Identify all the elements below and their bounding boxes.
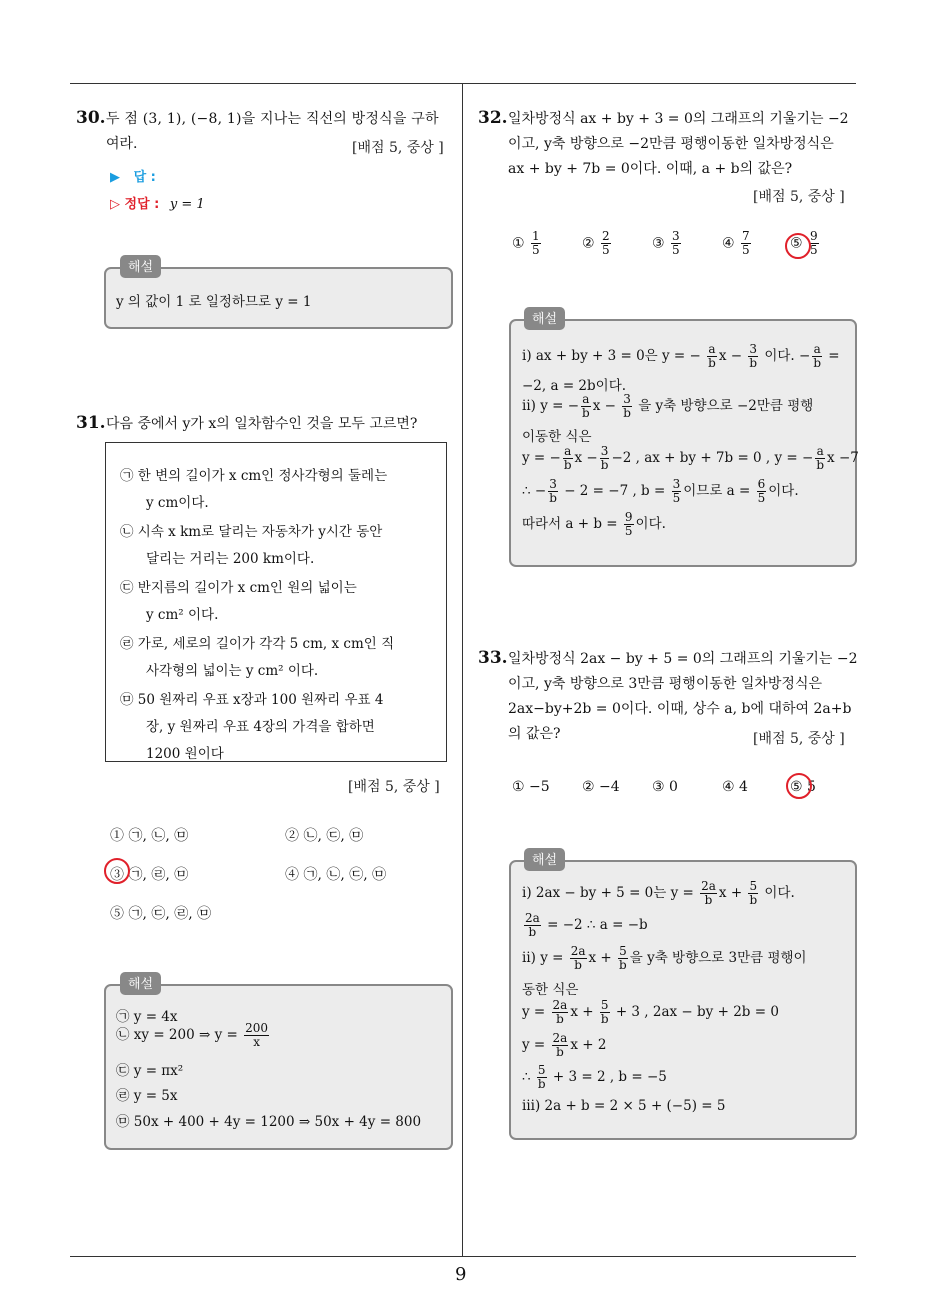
option-5[interactable]: ⑤ 5 bbox=[790, 779, 816, 795]
question-text-line2: 여라. bbox=[106, 136, 138, 152]
condition-item-1 bbox=[120, 463, 387, 517]
play-outline-icon: ▷ bbox=[110, 197, 120, 212]
fraction bbox=[244, 1022, 269, 1049]
item-line: 달리는 거리는 200 km이다. bbox=[146, 551, 315, 567]
denominator: 5 bbox=[602, 243, 610, 257]
fraction bbox=[581, 393, 591, 420]
question-meta: [배점 5, 중상 ] bbox=[348, 779, 440, 795]
denominator: b bbox=[537, 1077, 546, 1091]
solution-line bbox=[522, 945, 807, 972]
numerator: 5 bbox=[619, 944, 627, 958]
item-line: 시속 x km로 달리는 자동차가 y시간 동안 bbox=[137, 524, 383, 540]
solution-text: y = − bbox=[522, 450, 561, 466]
solution-line bbox=[116, 1022, 271, 1049]
option-2[interactable]: ② ㉡, ㉢, ㉤ bbox=[285, 828, 364, 844]
numerator: a bbox=[708, 342, 716, 356]
solution-text: 이다. − bbox=[764, 348, 811, 364]
answer-label: 답 : bbox=[133, 170, 156, 185]
solution-line bbox=[522, 343, 840, 370]
denominator: 5 bbox=[672, 243, 680, 257]
item-line: 장, y 원짜리 우표 4장의 가격을 합하면 bbox=[146, 719, 375, 735]
top-rule bbox=[70, 83, 856, 84]
selected-answer-marker bbox=[104, 858, 130, 884]
page-number: 9 bbox=[455, 1264, 467, 1285]
fraction bbox=[552, 999, 569, 1026]
question-meta: [배점 5, 중상 ] bbox=[352, 140, 444, 156]
solution-text: x −7 bbox=[827, 450, 859, 466]
question-text-line2: 이고, y축 방향으로 3만큼 평행이동한 일차방정식은 bbox=[508, 676, 822, 692]
numerator: 2 bbox=[602, 229, 610, 243]
option-mark: ⑤ bbox=[790, 235, 803, 252]
solution-text: + 3 = 2 , b = −5 bbox=[552, 1069, 667, 1085]
numerator: a bbox=[813, 342, 821, 356]
question-number: 31. bbox=[76, 413, 106, 433]
solution-text: x + bbox=[588, 950, 612, 966]
solution-tag: 해설 bbox=[120, 972, 161, 995]
solution-text: 따라서 a + b = bbox=[522, 516, 618, 532]
condition-item-3 bbox=[120, 575, 357, 629]
question-number: 32. bbox=[478, 108, 508, 128]
numerator: 1 bbox=[532, 229, 540, 243]
solution-text: x + 2 bbox=[570, 1037, 607, 1053]
fraction bbox=[618, 945, 628, 972]
solution-text: ⅰ) 2ax − by + 5 = 0는 y = bbox=[522, 885, 694, 901]
option-3[interactable] bbox=[652, 230, 683, 257]
solution-text: 이다. bbox=[764, 885, 795, 901]
denominator: b bbox=[528, 925, 537, 939]
numerator: 6 bbox=[757, 477, 766, 491]
numerator: a bbox=[582, 392, 590, 406]
solution-text: ⅱ) y = − bbox=[522, 398, 580, 414]
option-mark: ③ bbox=[652, 235, 665, 252]
item-mark: ㉣ bbox=[120, 636, 134, 652]
numerator: a bbox=[816, 444, 824, 458]
item-line: y cm이다. bbox=[146, 495, 209, 511]
denominator: 5 bbox=[532, 243, 540, 257]
denominator: b bbox=[816, 458, 825, 472]
solution-text: 이므로 a = bbox=[683, 483, 751, 499]
solution-line: ㉠ y = 4x bbox=[116, 1009, 178, 1025]
selected-answer-marker bbox=[786, 773, 812, 799]
solution-tag: 해설 bbox=[524, 307, 565, 330]
solution-text: = −2 ∴ a = −b bbox=[547, 917, 648, 933]
item-line: 50 원짜리 우표 x장과 100 원짜리 우표 4 bbox=[137, 692, 384, 708]
numerator: a bbox=[564, 444, 572, 458]
fraction bbox=[741, 230, 751, 257]
numerator: 7 bbox=[742, 229, 750, 243]
solution-line bbox=[522, 445, 859, 472]
solution-text: y 의 값이 1 로 일정하므로 y = 1 bbox=[116, 294, 312, 310]
denominator: 5 bbox=[810, 243, 818, 257]
fraction bbox=[600, 999, 610, 1026]
correct-label: 정답 : bbox=[124, 197, 160, 212]
item-mark: ㉠ bbox=[120, 468, 134, 484]
item-mark: ㉤ bbox=[120, 692, 134, 708]
denominator: b bbox=[556, 1012, 564, 1026]
fraction bbox=[748, 880, 758, 907]
denominator: b bbox=[749, 893, 758, 907]
denominator: b bbox=[574, 958, 582, 972]
option-5[interactable]: ⑤ ㉠, ㉢, ㉣, ㉤ bbox=[110, 906, 212, 922]
solution-line bbox=[522, 912, 648, 939]
solution-text: 이다. bbox=[635, 516, 666, 532]
option-4[interactable]: ④ ㉠, ㉡, ㉢, ㉤ bbox=[285, 867, 387, 883]
option-mark: ④ bbox=[722, 235, 735, 252]
solution-text: x − bbox=[574, 450, 598, 466]
solution-text: + 3 , 2ax − by + 2b = 0 bbox=[615, 1004, 779, 1020]
question-text-line1: 일차방정식 2ax − by + 5 = 0의 그래프의 기울기는 −2 bbox=[508, 651, 858, 667]
option-3[interactable]: ③ 0 bbox=[652, 779, 678, 795]
denominator: 5 bbox=[672, 491, 681, 505]
correct-value: y = 1 bbox=[169, 197, 205, 212]
fraction bbox=[748, 343, 758, 370]
denominator: b bbox=[623, 406, 631, 420]
solution-line bbox=[522, 393, 813, 420]
numerator: 9 bbox=[810, 229, 818, 243]
denominator: b bbox=[563, 458, 572, 472]
condition-item-2 bbox=[120, 519, 382, 573]
solution-text: x + bbox=[718, 885, 743, 901]
fraction bbox=[563, 445, 573, 472]
denominator: x bbox=[253, 1035, 260, 1049]
option-2[interactable]: ② −4 bbox=[582, 779, 620, 795]
numerator: 5 bbox=[537, 1063, 546, 1077]
item-line: 가로, 세로의 길이가 각각 5 cm, x cm인 직 bbox=[137, 636, 395, 652]
fraction bbox=[601, 230, 611, 257]
denominator: 5 bbox=[624, 524, 633, 538]
denominator: b bbox=[582, 406, 590, 420]
fraction bbox=[531, 230, 541, 257]
numerator: 3 bbox=[600, 444, 609, 458]
solution-tag: 해설 bbox=[120, 255, 161, 278]
denominator: 5 bbox=[757, 491, 766, 505]
numerator: 2a bbox=[701, 879, 716, 893]
fraction bbox=[600, 445, 610, 472]
solution-text: 을 y축 방향으로 −2만큼 평행 bbox=[638, 398, 814, 414]
denominator: b bbox=[749, 356, 758, 370]
option-4[interactable]: ④ 4 bbox=[722, 779, 748, 795]
column-divider bbox=[462, 84, 463, 1256]
solution-line bbox=[522, 999, 779, 1026]
numerator: 2a bbox=[570, 944, 586, 958]
fraction bbox=[671, 230, 681, 257]
solution-text: ∴ bbox=[522, 1069, 531, 1085]
fraction bbox=[700, 880, 717, 907]
option-mark: ① bbox=[512, 235, 525, 252]
numerator: 3 bbox=[672, 477, 681, 491]
solution-text: 을 y축 방향으로 3만큼 평행이 bbox=[629, 950, 807, 966]
option-2[interactable] bbox=[582, 230, 613, 257]
denominator: b bbox=[619, 958, 627, 972]
fraction bbox=[548, 478, 558, 505]
fraction bbox=[815, 445, 825, 472]
fraction bbox=[570, 945, 587, 972]
selected-answer-marker bbox=[785, 233, 811, 259]
numerator: 3 bbox=[672, 229, 680, 243]
solution-text: ⅰ) ax + by + 3 = 0은 y = − bbox=[522, 348, 701, 364]
solution-line: −2, a = 2b이다. bbox=[522, 378, 627, 394]
play-icon: ▶ bbox=[110, 170, 120, 185]
fraction bbox=[624, 511, 634, 538]
question-text-line1: 일차방정식 ax + by + 3 = 0의 그래프의 기울기는 −2 bbox=[508, 111, 849, 127]
solution-line: 동한 식은 bbox=[522, 982, 579, 998]
option-1[interactable]: ① −5 bbox=[512, 779, 550, 795]
solution-line bbox=[522, 478, 799, 505]
question-text-line3: 2ax−by+2b = 0이다. 이때, 상수 a, b에 대하여 2a+b bbox=[508, 701, 852, 717]
solution-text: 이다. bbox=[768, 483, 799, 499]
solution-line: ㉣ y = 5x bbox=[116, 1088, 178, 1104]
numerator: 5 bbox=[600, 998, 609, 1012]
fraction bbox=[812, 343, 822, 370]
numerator: 2a bbox=[525, 911, 540, 925]
item-line: 1200 원이다 bbox=[146, 746, 224, 762]
solution-text: − 2 = −7 , b = bbox=[564, 483, 666, 499]
fraction bbox=[707, 343, 717, 370]
option-mark: ② bbox=[582, 235, 595, 252]
solution-text: ⅱ) y = bbox=[522, 950, 564, 966]
bottom-rule bbox=[70, 1256, 856, 1257]
solution-line bbox=[522, 880, 795, 907]
question-text-line3: ax + by + 7b = 0이다. 이때, a + b의 값은? bbox=[508, 161, 793, 177]
numerator: 3 bbox=[749, 342, 757, 356]
solution-text: x + bbox=[570, 1004, 594, 1020]
solution-line: 이동한 식은 bbox=[522, 429, 592, 445]
denominator: b bbox=[600, 458, 609, 472]
question-text: 다음 중에서 y가 x의 일차함수인 것을 모두 고르면? bbox=[106, 416, 418, 432]
condition-item-5 bbox=[120, 687, 383, 768]
item-line: y cm² 이다. bbox=[146, 607, 219, 623]
denominator: b bbox=[549, 491, 557, 505]
solution-text: = bbox=[828, 348, 840, 364]
item-line: 사각형의 넓이는 y cm² 이다. bbox=[146, 663, 319, 679]
numerator: 2a bbox=[552, 1031, 568, 1045]
item-mark: ㉢ bbox=[120, 580, 134, 596]
numerator: 3 bbox=[549, 477, 557, 491]
solution-text: ∴ − bbox=[522, 483, 547, 499]
solution-text: x − bbox=[718, 348, 743, 364]
question-meta: [배점 5, 중상 ] bbox=[753, 731, 845, 747]
question-number: 30. bbox=[76, 108, 106, 128]
solution-text: y = bbox=[522, 1004, 546, 1020]
question-text-line4: 의 값은? bbox=[508, 726, 561, 742]
denominator: b bbox=[556, 1045, 564, 1059]
option-1[interactable] bbox=[512, 230, 543, 257]
solution-tag: 해설 bbox=[524, 848, 565, 871]
denominator: 5 bbox=[742, 243, 750, 257]
correct-answer-row bbox=[110, 193, 205, 212]
fraction bbox=[757, 478, 767, 505]
solution-line: ㉤ 50x + 400 + 4y = 1200 ⇒ 50x + 4y = 800 bbox=[116, 1114, 422, 1130]
option-1[interactable]: ① ㉠, ㉡, ㉤ bbox=[110, 828, 189, 844]
solution-line: ⅲ) 2a + b = 2 × 5 + (−5) = 5 bbox=[522, 1098, 726, 1114]
fraction bbox=[537, 1064, 547, 1091]
option-3[interactable]: ③ ㉠, ㉣, ㉤ bbox=[110, 867, 189, 883]
fraction bbox=[524, 912, 541, 939]
solution-text: −2 , ax + by + 7b = 0 , y = − bbox=[611, 450, 814, 466]
solution-line bbox=[522, 511, 666, 538]
question-meta: [배점 5, 중상 ] bbox=[753, 189, 845, 205]
fraction bbox=[552, 1032, 569, 1059]
numerator: 3 bbox=[623, 392, 631, 406]
condition-item-4 bbox=[120, 631, 394, 685]
denominator: b bbox=[600, 1012, 609, 1026]
solution-text: x − bbox=[592, 398, 616, 414]
solution-text: y = bbox=[522, 1037, 546, 1053]
numerator: 2a bbox=[552, 998, 568, 1012]
question-text-line1: 두 점 (3, 1), (−8, 1)을 지나는 직선의 방정식을 구하 bbox=[106, 111, 439, 127]
solution-line bbox=[522, 1064, 667, 1091]
denominator: b bbox=[708, 356, 716, 370]
question-number: 33. bbox=[478, 648, 508, 668]
numerator: 5 bbox=[749, 879, 758, 893]
numerator: 9 bbox=[624, 510, 633, 524]
solution-line bbox=[522, 1032, 606, 1059]
item-mark: ㉡ bbox=[120, 524, 134, 540]
question-text-line2: 이고, y축 방향으로 −2만큼 평행이동한 일차방정식은 bbox=[508, 136, 834, 152]
item-line: 반지름의 길이가 x cm인 원의 넓이는 bbox=[137, 580, 357, 596]
denominator: b bbox=[704, 893, 713, 907]
fraction bbox=[622, 393, 632, 420]
item-line: 한 변의 길이가 x cm인 정사각형의 둘레는 bbox=[137, 468, 388, 484]
denominator: b bbox=[813, 356, 821, 370]
answer-row bbox=[110, 166, 156, 185]
option-4[interactable] bbox=[722, 230, 753, 257]
numerator: 200 bbox=[245, 1021, 269, 1035]
fraction bbox=[672, 478, 682, 505]
solution-line: ㉢ y = πx² bbox=[116, 1063, 184, 1079]
solution-text: ㉡ xy = 200 ⇒ y = bbox=[116, 1027, 238, 1043]
